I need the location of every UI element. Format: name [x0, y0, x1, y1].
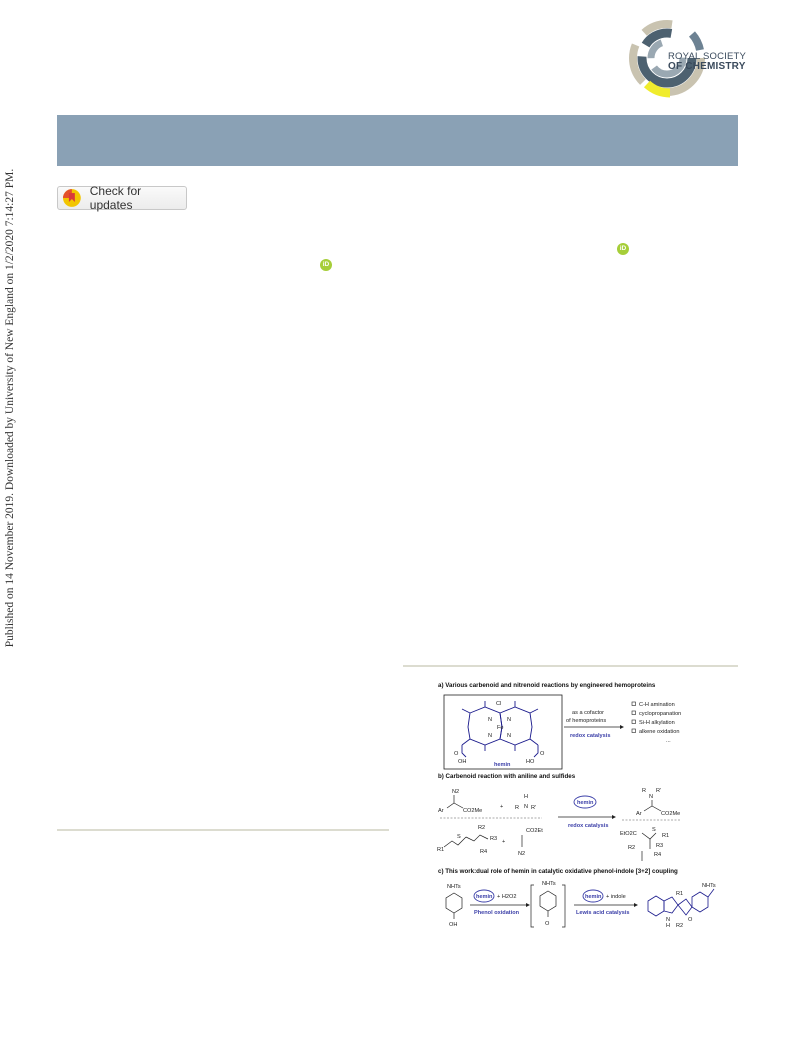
bookmark-icon: [62, 188, 82, 208]
plus-sign: +: [500, 804, 504, 810]
cofactor-text-2: of hemoproteins: [566, 718, 607, 724]
r-label: R: [515, 805, 520, 811]
o-atom: O: [540, 751, 545, 757]
eto2c-label: EtO2C: [620, 831, 637, 837]
scheme-figure: [430, 675, 740, 945]
header-banner: [57, 115, 738, 166]
publication-side-note: Published on 14 November 2019. Downloaded by University of New England on 1/2/2020 7:14:27 PM.: [4, 168, 16, 648]
figure-top-rule: [403, 665, 738, 667]
reaction-item-ellipsis: ...: [666, 738, 671, 744]
n-label: N: [524, 804, 529, 810]
check-for-updates-label: Check for updates: [89, 184, 142, 212]
r3-label: R3: [656, 843, 664, 849]
rsc-wordmark-line1: ROYAL SOCIETY: [668, 51, 747, 62]
r1-label: R1: [662, 833, 670, 839]
oh-label: OH: [449, 922, 458, 928]
n-label: N: [649, 794, 654, 800]
panel-a-caption: a) Various carbenoid and nitrenoid reactions by engineered hemoproteins: [438, 682, 656, 689]
r4-label: R4: [654, 852, 662, 858]
n-label: N: [666, 917, 671, 923]
h2o2-reagent: + H2O2: [497, 894, 517, 900]
nhts-label: NHTs: [542, 881, 556, 887]
r2-label: R2: [478, 825, 486, 831]
s-label: S: [652, 827, 656, 833]
reaction-list: [632, 702, 681, 744]
reaction-item: cyclopropanation: [639, 711, 682, 717]
h-label: H: [666, 923, 671, 929]
cl-atom: Cl: [496, 701, 502, 707]
o-atom: O: [454, 751, 459, 757]
r3-label: R3: [490, 836, 498, 842]
n-atom: N: [507, 733, 512, 739]
rsc-wordmark-of: OF: [668, 61, 683, 72]
cofactor-text-1: as a cofactor: [572, 710, 605, 716]
r-label: R: [642, 788, 647, 794]
rprime-label: R': [531, 805, 537, 811]
co2et-label: CO2Et: [526, 828, 543, 834]
reaction-item: C-H amination: [639, 702, 675, 708]
n-atom: N: [488, 717, 493, 723]
r2-label: R2: [676, 923, 684, 929]
n-atom: N: [507, 717, 512, 723]
r1-label: R1: [437, 847, 445, 853]
nhts-label: NHTs: [447, 884, 461, 890]
column-rule: [57, 829, 389, 831]
n-atom: N: [488, 733, 493, 739]
r4-label: R4: [480, 849, 488, 855]
scheme-drawing: [430, 675, 740, 945]
ar-label: Ar: [438, 808, 444, 814]
hemin-catalyst-label: hemin: [476, 894, 493, 900]
check-for-updates-button[interactable]: [57, 186, 187, 210]
hemin-catalyst-label: hemin: [577, 800, 594, 806]
rsc-wordmark: [668, 52, 746, 72]
o-label: O: [545, 921, 550, 927]
r2-label: R2: [628, 845, 636, 851]
ho-group: HO: [526, 759, 535, 765]
co2me-label: CO2Me: [463, 808, 483, 814]
indole-reagent: + indole: [606, 894, 626, 900]
rsc-wordmark-chemistry: CHEMISTRY: [685, 61, 746, 72]
panel-c-caption: c) This work:dual role of hemin in catalytic oxidative phenol-indole [3+2] coupling: [438, 868, 678, 875]
phenol-oxidation-label: Phenol oxidation: [474, 910, 520, 916]
reaction-item: alkene oxidation: [639, 729, 680, 735]
orcid-icon[interactable]: iD: [320, 259, 332, 271]
hemin-catalyst-label: hemin: [585, 894, 602, 900]
s-label: S: [457, 834, 461, 840]
reaction-item: Si-H alkylation: [639, 720, 675, 726]
panel-b-caption: b) Carbenoid reaction with aniline and sulfides: [438, 773, 576, 780]
redox-catalysis-label: redox catalysis: [568, 823, 609, 829]
co2me-label: CO2Me: [661, 811, 681, 817]
r1-label: R1: [676, 891, 684, 897]
lewis-acid-catalysis-label: Lewis acid catalysis: [576, 910, 630, 916]
nhts-label: NHTs: [702, 883, 716, 889]
redox-catalysis-label: redox catalysis: [570, 733, 611, 739]
h-label: H: [524, 794, 529, 800]
orcid-icon[interactable]: iD: [617, 243, 629, 255]
n2-label: N2: [452, 789, 460, 795]
n2-label: N2: [518, 851, 526, 857]
o-label: O: [688, 917, 693, 923]
hemin-box: [444, 695, 562, 769]
hemin-label: hemin: [494, 762, 511, 768]
fe-atom: Fe: [497, 725, 504, 731]
ar-label: Ar: [636, 811, 642, 817]
plus-sign: +: [502, 839, 506, 845]
rprime-label: R': [656, 788, 662, 794]
oh-group: OH: [458, 759, 467, 765]
reaction-arrow-head: [620, 725, 624, 729]
